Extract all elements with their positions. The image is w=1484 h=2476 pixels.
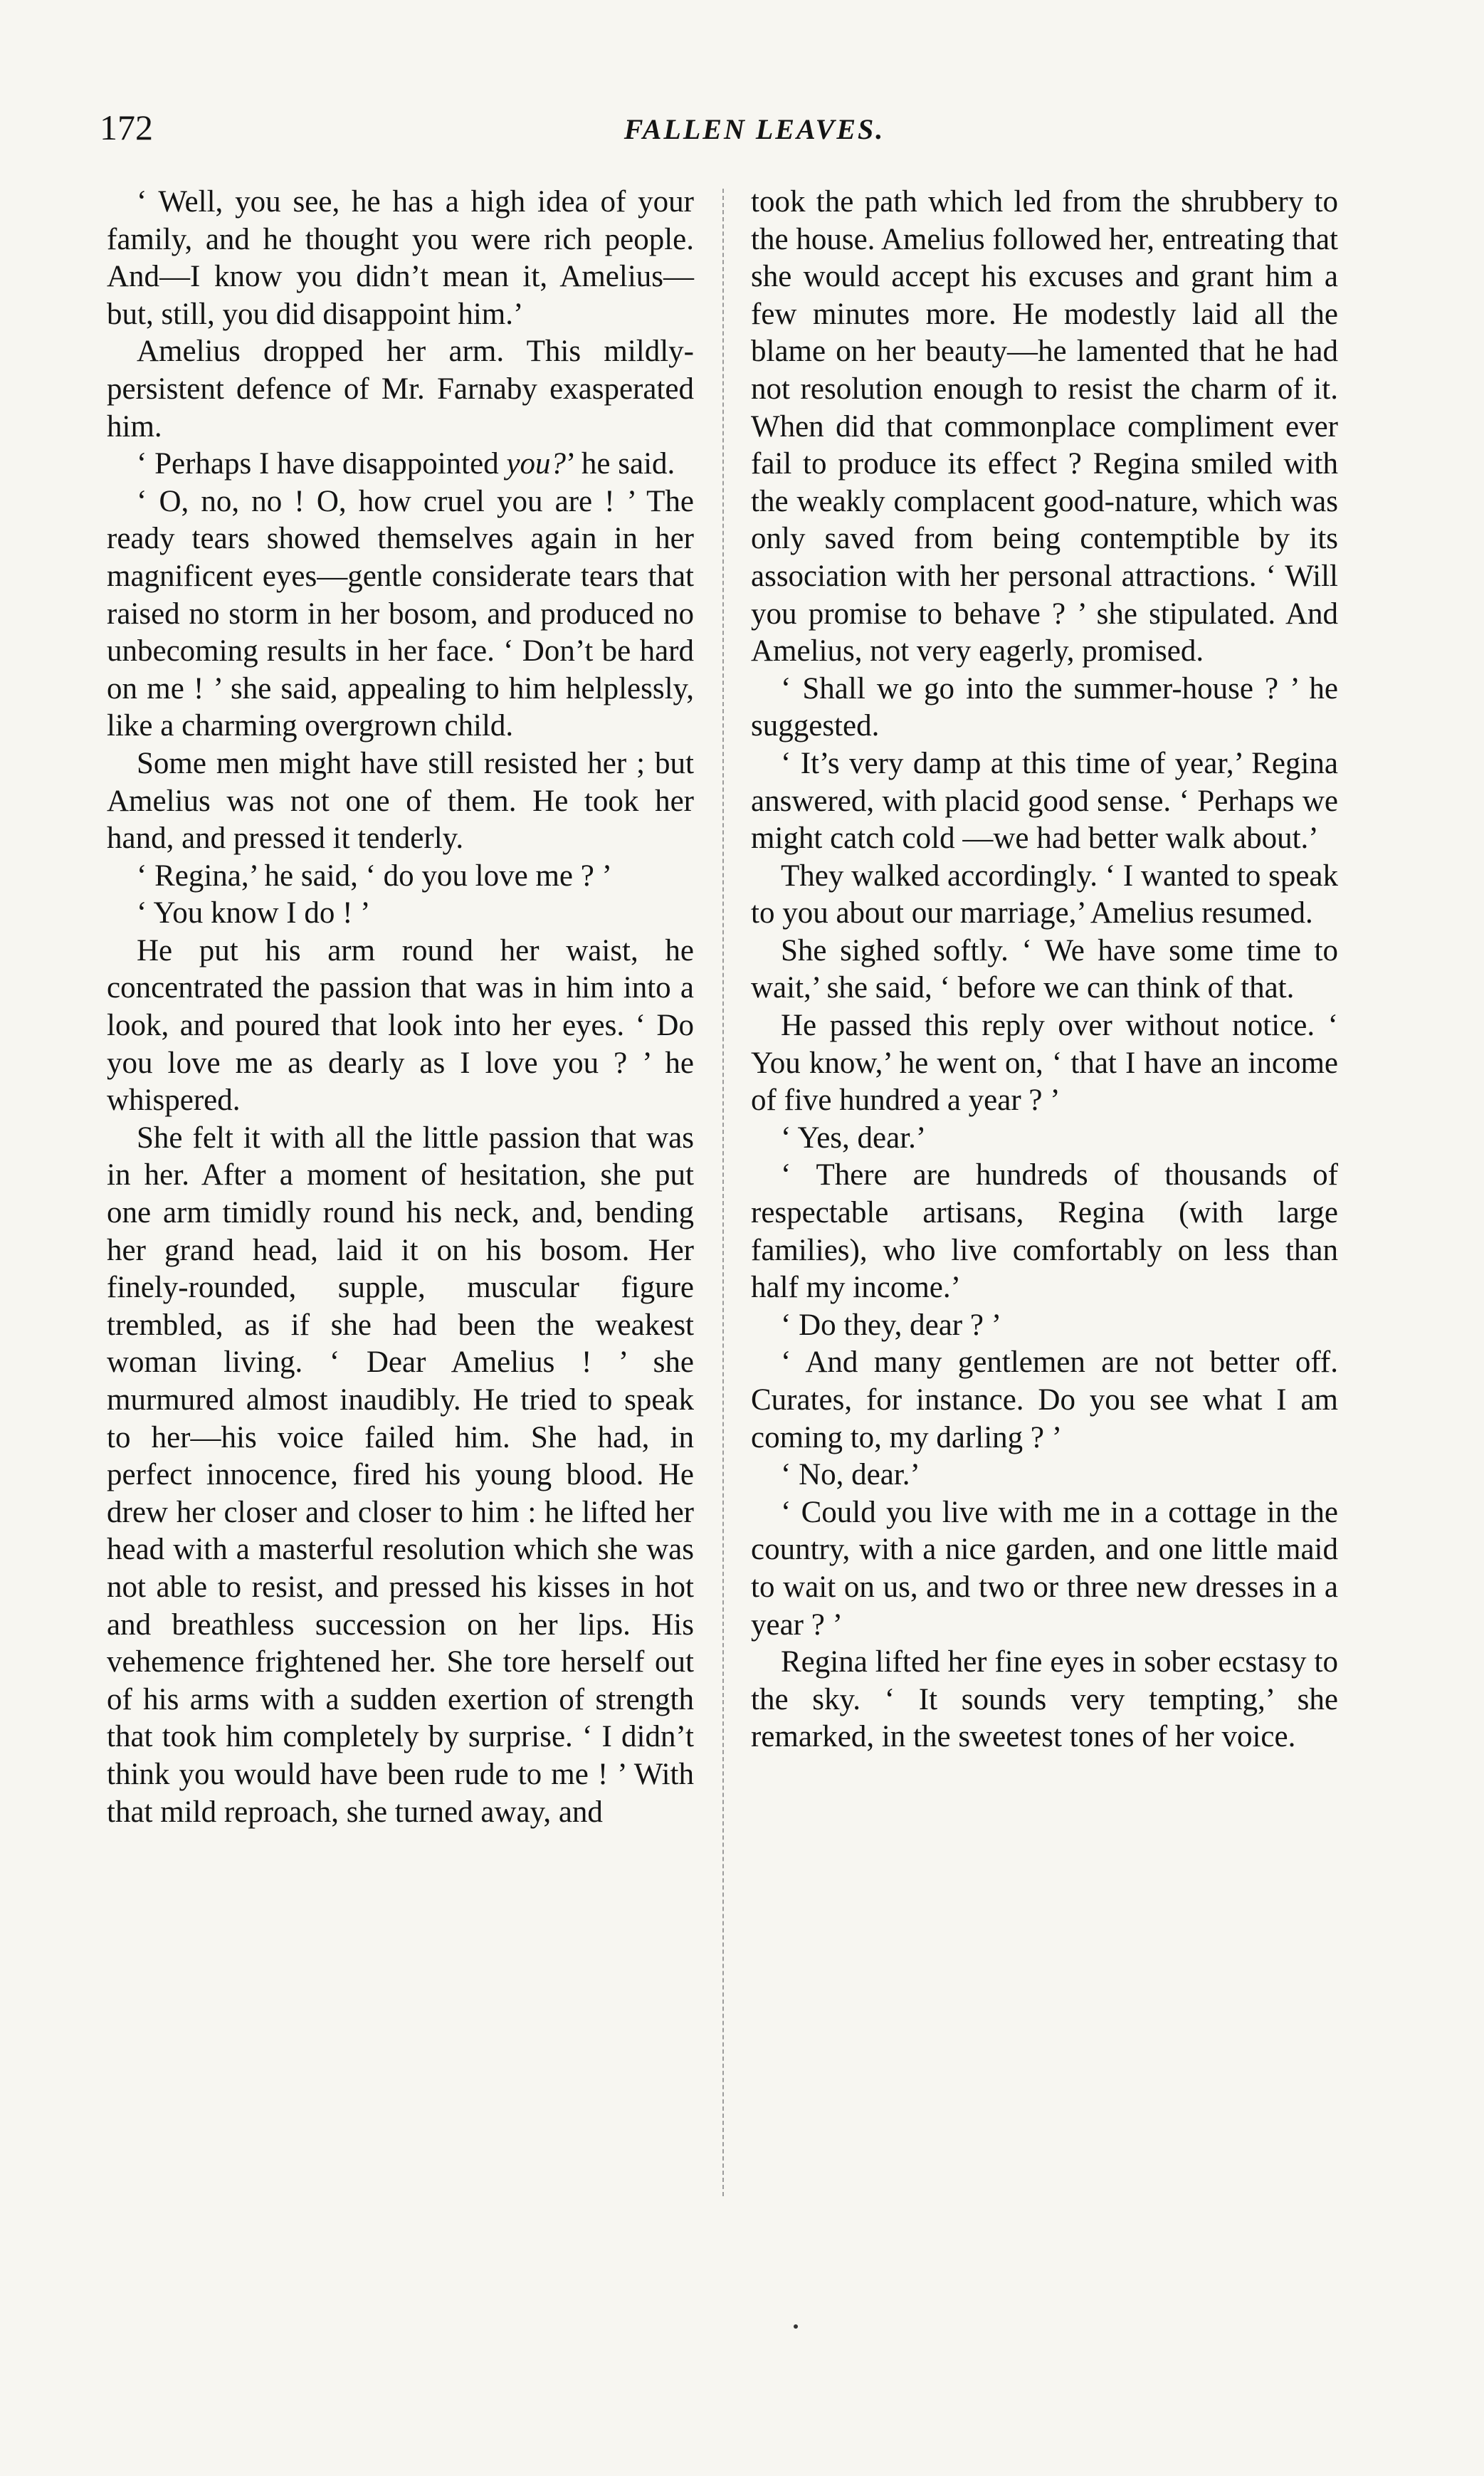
paragraph: ‘ Shall we go into the summer-house ? ’ he suggested.: [751, 671, 1338, 743]
page-number: 172: [100, 107, 153, 147]
paragraph: They walked accordingly. ‘ I wanted to speak to you about our marriage,’ Amelius resumed.: [751, 859, 1338, 930]
paragraph-text: ’ he said.: [566, 447, 675, 481]
paragraph: She felt it with all the little passion that was in her. After a moment of hesitation, she put one arm timidly round his neck, and, bending her grand head, laid it on his bosom. Her finely-rounded, supple, muscular figure trembled, as if she had been the weakest woman living. ‘ Dear Amelius ! ’ she murmured almost inaudibly. He tried to speak to her—his voice failed him. She had, in perfect innocence, fired his young blood. He drew her closer and closer to him : he lifted her head with a masterful resolution which she was not able to resist, and pressed his kisses in hot and breathless succession on her lips. His vehemence frightened her. She tore herself out of his arms with a sudden exertion of strength that took him completely by surprise. ‘ I didn’t think you would have been rude to me ! ’ With that mild reproach, she turned away, and: [107, 1121, 694, 1829]
paragraph: ‘ Well, you see, he has a high idea of your family, and he thought you were rich people. And—I know you didn’t mean it, Amelius—but, still, you did disappoint him.’: [107, 185, 694, 331]
paragraph: Some men might have still resisted her ; but Amelius was not one of them. He took her hand, and pressed it tenderly.: [107, 746, 694, 856]
paragraph: ‘ And many gentlemen are not better off. Curates, for instance. Do you see what I am coming to, my darling ? ’: [751, 1345, 1338, 1454]
running-title: FALLEN LEAVES.: [623, 113, 885, 145]
right-column: [751, 184, 1338, 1756]
paragraph: She sighed softly. ‘ We have some time to wait,’ she said, ‘ before we can think of that.: [751, 933, 1338, 1005]
paragraph: ‘ You know I do ! ’: [137, 896, 371, 930]
paragraph: ‘ There are hundreds of thousands of respectable artisans, Regina (with large families), who live comfortably on less than half my income.’: [751, 1158, 1338, 1305]
paragraph: ‘ Yes, dear.’: [781, 1121, 927, 1155]
page-header: [100, 107, 1409, 164]
paragraph: ‘ No, dear.’: [781, 1458, 920, 1492]
paragraph: ‘ Could you live with me in a cottage in the country, with a nice garden, and one little maid to wait on us, and two or three new dresses in a year ? ’: [751, 1495, 1338, 1642]
paragraph: ‘ Regina,’ he said, ‘ do you love me ? ’: [137, 859, 612, 893]
printer-mark-dot: [794, 2324, 798, 2329]
paragraph: ‘ O, no, no ! O, how cruel you are ! ’ The ready tears showed themselves again in her magnificent eyes—gentle considerate tears that raised no storm in her bosom, and produced no unbecoming results in her face. ‘ Don’t be hard on me ! ’ she said, appealing to him helplessly, like a charming overgrown child.: [107, 484, 694, 743]
paragraph: [107, 446, 694, 483]
paragraph: Amelius dropped her arm. This mildly-persistent defence of Mr. Farnaby exasperated him.: [107, 335, 694, 444]
paragraph: He passed this reply over without notice. ‘ You know,’ he went on, ‘ that I have an income of five hundred a year ? ’: [751, 1009, 1338, 1118]
emphasis-text: you?: [506, 447, 567, 481]
column-divider: [722, 189, 724, 2196]
paragraph: He put his arm round her waist, he concentrated the passion that was in him into a look, and poured that look into her eyes. ‘ Do you love me as dearly as I love you ? ’ he whispered.: [107, 933, 694, 1118]
paragraph-text: ‘ Perhaps I have disappointed: [137, 447, 507, 481]
paragraph: ‘ Do they, dear ? ’: [781, 1308, 1002, 1342]
left-column: [107, 184, 694, 1831]
paragraph: took the path which led from the shrubbery to the house. Amelius followed her, entreating that she would accept his excuses and grant him a few minutes more. He modestly laid all the blame on her beauty—he lamented that he had not resolution enough to resist the charm of it. When did that commonplace compliment ever fail to produce its effect ? Regina smiled with the weakly complacent good-nature, which was only saved from being contemptible by its association with her personal attractions. ‘ Will you promise to behave ? ’ she stipulated. And Amelius, not very eagerly, promised.: [751, 185, 1338, 668]
paragraph: ‘ It’s very damp at this time of year,’ Regina answered, with placid good sense. ‘ Perhaps we might catch cold —we had better walk about.’: [751, 746, 1338, 856]
paragraph: Regina lifted her fine eyes in sober ecstasy to the sky. ‘ It sounds very tempting,’ she remarked, in the sweetest tones of her voice.: [751, 1645, 1338, 1754]
